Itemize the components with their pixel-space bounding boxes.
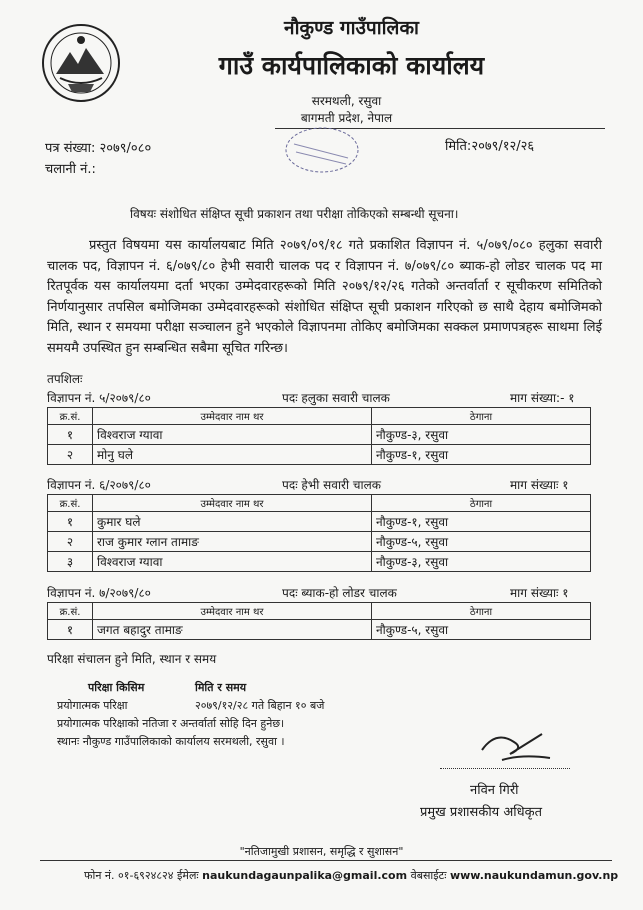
footer-web-label: वेबसाईटः [410,869,447,882]
exam-note-result: प्रयोगात्मक परिक्षाको नतिजा र अन्तर्वार्ता सोहि दिन हुनेछ। [57,717,285,730]
cell-address: नौकुण्ड-५, रसुवा [372,532,591,552]
exam-type: प्रयोगात्मक परिक्षा [57,699,128,712]
cell-sn: २ [48,532,93,552]
footer-website[interactable]: www.naukundamun.gov.np [449,869,619,882]
section-2-demand: माग संख्याः १ [510,478,569,492]
signatory-title: प्रमुख प्रशासकीय अधिकृत [420,805,543,820]
cell-name: विश्वराज ग्यावा [93,425,372,445]
header-name: उम्मेदवार नाम थर [93,495,372,512]
letter-number-value: २०७९/०८० [99,141,152,156]
header-name: उम्मेदवार नाम थर [93,603,372,620]
header-address: ठेगाना [372,603,591,620]
footer-phone: फोन नं. ०१-६९२४८२४ [84,869,174,882]
cell-sn: १ [48,620,93,640]
table-row [48,425,591,445]
footer-contacts [84,868,618,883]
exam-note-venue: स्थानः नौकुण्ड गाउँपालिकाको कार्यालय सरमथली, रसुवा । [57,735,285,748]
footer-email-label: ईमेलः [176,869,199,882]
notice-body: प्रस्तुत विषयमा यस कार्यालयबाट मिति २०७९/०९/१८ गते प्रकाशित विज्ञापन नं. ५/०७९/०८० हलुका सवारी चालक पद, विज्ञापन नं. ६/०७९/८० हेभी सवारी चालक पद र विज्ञापन नं. ७/०७९/८० ब्याक-हो लोडर चालक पद मा रितपूर्वक यस कार्यालयमा दर्ता भएका उम्मेदवारहरूको मिति २०७९/१२/२६ गतेको अन्तर्वार्ता र सूचीकरण समितिको निर्णयानुसार तपसिल बमोजिमका उम्मेदवारहरूको संशोधित संक्षिप्त सूची प्रकाशन गरिएको छ साथै देहाय बमोजिमको मिति, स्थान र समयमा परीक्षा सञ्चालन हुने भएकोले विज्ञापनमा तोकिए बमोजिमका सक्कल प्रमाणपत्रहरू साथमा लिई समयमै उपस्थित हुन सम्बन्धित सबैमा सूचित गरिन्छ। [47,238,602,356]
header-sn: क्र.सं. [48,495,93,512]
footer-email[interactable]: naukundagaunpalika@gmail.com [202,869,408,882]
cell-sn: १ [48,512,93,532]
signature-line [440,768,570,769]
cell-name: जगत बहादुर तामाङ [93,620,372,640]
section-1-demand: माग संख्या:- १ [510,391,575,405]
table-header-row [48,603,591,620]
date-label: मिति: [445,139,472,154]
header-address: ठेगाना [372,495,591,512]
exam-type-header: परिक्षा किसिम [88,681,145,694]
cell-name: विश्वराज ग्यावा [93,552,372,572]
dispatch-number-label: चलानी नं.: [45,162,96,177]
header-address: ठेगाना [372,408,591,425]
header-sn: क्र.सं. [48,408,93,425]
cell-name: कुमार घले [93,512,372,532]
section-3-demand: माग संख्याः १ [510,586,569,600]
table-row [48,532,591,552]
letter-date [445,136,534,154]
section-3-table [47,602,591,640]
table-row [48,445,591,465]
cell-sn: ३ [48,552,93,572]
cell-address: नौकुण्ड-१, रसुवा [372,512,591,532]
section-3-advertisement: विज्ञापन नं. ७/२०७९/८० [47,586,151,600]
table-header-row [48,495,591,512]
header-sn: क्र.सं. [48,603,93,620]
table-header-row [48,408,591,425]
footer-motto: "नतिजामुखी प्रशासन, समृद्धि र सुशासन" [239,845,404,858]
office-stamp [282,124,362,176]
table-row [48,620,591,640]
cell-address: नौकुण्ड-३, रसुवा [372,425,591,445]
cell-name: मोनु घले [93,445,372,465]
cell-name: राज कुमार ग्लान तामाङ [93,532,372,552]
cell-sn: १ [48,425,93,445]
table-row [48,512,591,532]
section-2-post: पदः हेभी सवारी चालक [282,478,381,492]
office-province: बागमती प्रदेश, नेपाल [300,111,393,125]
exam-datetime-header: मिति र समय [195,681,247,694]
exam-datetime: २०७९/१२/२८ गते बिहान १० बजे [195,699,325,712]
cell-sn: २ [48,445,93,465]
exam-heading: परिक्षा संचालन हुने मिति, स्थान र समय [47,652,217,666]
section-2-advertisement: विज्ञापन नं. ६/२०७९/८० [47,478,151,492]
section-1-advertisement: विज्ञापन नं. ५/२०७९/८० [47,391,151,405]
section-3-post: पदः ब्याक-हो लोडर चालक [282,586,397,600]
details-label: तपशिलः [47,372,83,386]
date-value: २०७९/१२/२६ [471,139,535,154]
cell-address: नौकुण्ड-५, रसुवा [372,620,591,640]
section-2-table [47,494,591,572]
subject-line: विषयः संशोधित संक्षिप्त सूची प्रकाशन तथा परीक्षा तोकिएको सम्बन्धी सूचना। [130,207,459,221]
letter-number-label: पत्र संख्या: [45,141,96,156]
letter-number [45,138,151,156]
table-row [48,552,591,572]
office-name: गाउँ कार्यपालिकाको कार्यालय [218,51,485,80]
section-1-table [47,407,591,465]
office-location: सरमथली, रसुवा [311,94,382,108]
cell-address: नौकुण्ड-३, रसुवा [372,552,591,572]
footer-divider [40,860,612,861]
signatory-name: नविन गिरी [470,783,519,798]
municipality-name: नौकुण्ड गाउँपालिका [284,17,419,39]
cell-address: नौकुण्ड-१, रसुवा [372,445,591,465]
handwritten-signature [462,720,562,766]
section-1-post: पदः हलुका सवारी चालक [282,391,390,405]
header-name: उम्मेदवार नाम थर [93,408,372,425]
